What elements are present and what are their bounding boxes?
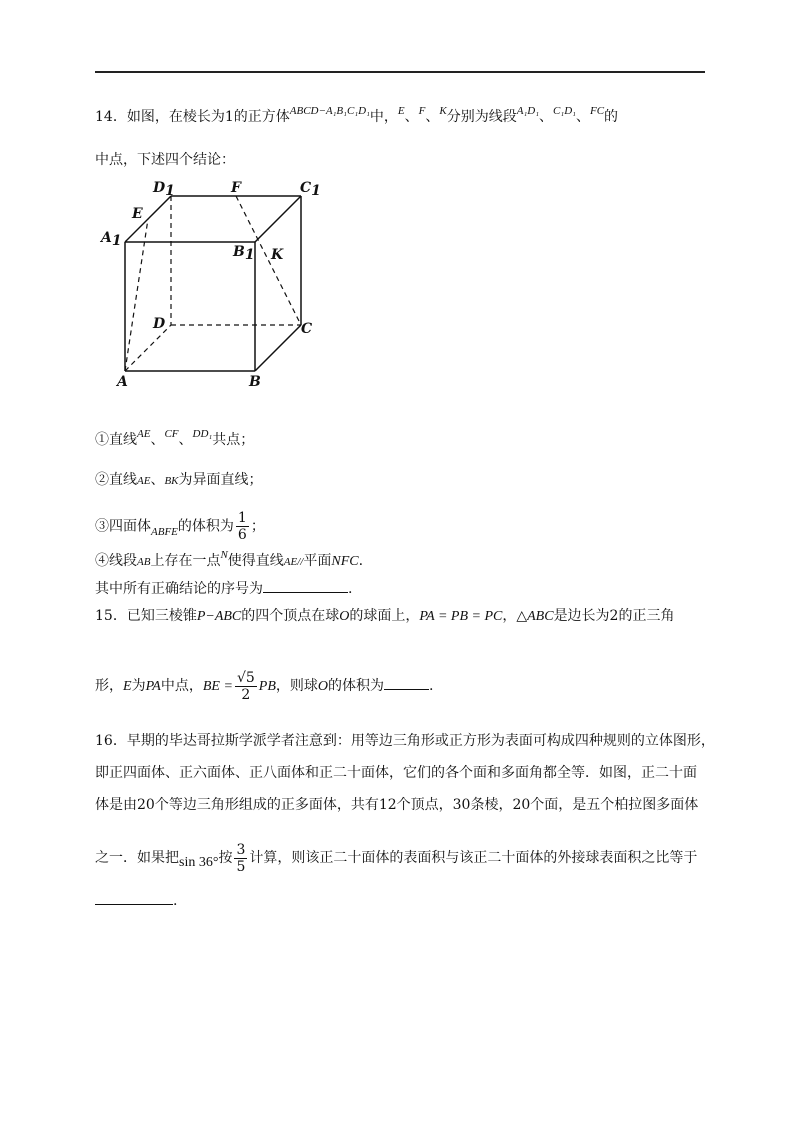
denominator: 5 [236,858,246,875]
s3-mid: 的体积为 [177,518,234,535]
point-n: N [220,549,228,561]
segment-c1d1: C₁D₁ [553,105,576,117]
q15-t1: 已知三棱锥 [126,608,197,624]
label-e: E [132,206,143,222]
question-number: 14． [95,109,127,125]
question-text: 其中所有正确结论的序号为 [95,581,263,597]
s1-suffix: 共点； [212,432,255,448]
q15-t5: 是边长为2的正三角 [553,608,675,624]
equation-pa-pb-pc: PA = PB = PC [419,609,503,624]
numerator: √5 [236,669,255,686]
label-b: B [249,374,261,390]
fraction-one-sixth [236,510,249,543]
segment-pa: PA [145,679,161,694]
statement-4 [95,551,363,572]
q14-mid: 中， [369,109,398,125]
q15-l2a: 形， [95,678,123,694]
numerator: 1 [237,510,247,526]
q16-l4b: 按 [218,850,233,866]
s3-suffix: ； [250,518,265,535]
line-ae: AE [283,556,298,568]
sep: 、 [404,109,419,125]
q14-seg-text: 分别为线段 [446,109,517,125]
segment-fc: FC [589,105,605,117]
edge-bc [255,325,301,371]
s4-prefix: ④线段 [95,553,137,569]
question-number: 15． [95,608,127,624]
q16-l4a: 之一．如果把 [95,850,179,866]
header-rule [95,71,705,73]
segment-ab: AB [137,556,151,568]
answer-blank[interactable] [95,890,173,905]
fraction-three-fifths [234,842,247,875]
sep: 、 [575,109,590,125]
segment-a1d1: A₁D₁ [516,105,540,117]
label-c: C [301,321,313,337]
tetrahedron-abfe: ABFE [151,525,178,538]
segment-pb: PB [258,679,276,694]
q15-line2 [95,666,433,706]
statement-1 [95,430,254,451]
s4-mid2: 使得直线 [227,553,284,569]
s3-prefix: ③四面体 [95,518,151,535]
line-bk: BK [164,475,179,487]
question-number: 16． [95,733,127,749]
s4-mid1: 上存在一点 [150,553,221,569]
q15-t4: ， [502,608,517,624]
label-k: K [271,247,284,263]
cube-figure [95,176,335,391]
q16-l4c: 计算，则该正二十面体的表面积与该正二十面体的外接球表面积之比等于 [249,850,698,866]
q15-l2c: 中点， [160,678,203,694]
point-e: E [397,105,405,117]
q14-line1 [95,107,618,128]
q15-t3: 的球面上， [349,608,420,624]
parallel-symbol: // [297,556,304,568]
q-end: . [173,893,178,909]
q-end: . [348,581,353,597]
fraction-sqrt5-over-2 [235,670,257,703]
be-equals: BE = [202,679,233,694]
answer-blank[interactable] [263,578,348,593]
sin-36: sin 36° [179,855,219,870]
sphere-o: O [317,679,328,694]
answer-blank[interactable] [384,675,429,690]
q15-t2: 的四个顶点在球 [241,608,340,624]
numerator: 3 [236,841,246,858]
denominator: 2 [241,686,251,703]
q16-line1 [95,731,715,751]
q14-end: 的 [604,109,619,125]
label-c1: C1 [300,180,321,199]
label-d1: D1 [153,180,175,199]
s2-suffix: 为异面直线； [178,472,263,488]
edge-b1c1 [255,196,301,242]
pyramid-pabc: P−ABC [196,609,242,624]
sep: 、 [150,432,165,448]
q16-text-1: 早期的毕达哥拉斯学派学者注意到：用等边三角形或正方形为表面可构成四种规则的立体图形， [126,733,715,749]
plane-nfc: NFC [331,554,359,569]
cube-name: ABCD−A₁B₁C₁D₁ [289,105,370,117]
statement-2 [95,470,263,491]
line-ae: AE [137,428,151,440]
line-ae: AE [137,475,151,487]
label-d: D [153,316,166,332]
denominator: 6 [237,527,247,543]
point-e: E [123,679,132,694]
q14-line2: 中点，下述四个结论： [95,152,235,168]
q16-line2: 即正四面体、正六面体、正八面体和正二十面体，它们的各个面和多面角都全等．如图，正二十面 [95,765,697,781]
s4-suffix: . [358,553,364,569]
q14-question [95,578,352,599]
s2-prefix: ②直线 [95,472,137,488]
sphere-o: O [339,609,350,624]
label-f: F [231,180,241,196]
q16-line3: 体是由20个等边三角形组成的正多面体，共有12个顶点，30条棱，20个面，是五个柏拉图多面体 [95,797,699,813]
label-a: A [117,374,128,390]
q-end: . [429,678,434,694]
q15-l2b: 为 [131,678,146,694]
s1-prefix: ①直线 [95,432,137,448]
sep: 、 [150,472,165,488]
s4-mid3: 平面 [303,553,332,569]
q15-line1 [95,606,674,627]
point-k: K [439,105,447,117]
label-a1: A1 [101,230,122,249]
line-cf: CF [164,428,179,440]
triangle-abc: △ABC [516,609,554,624]
q15-l2e: 的体积为 [328,678,384,694]
sep: 、 [425,109,440,125]
q16-line4 [95,838,697,878]
statement-3 [95,510,265,543]
q16-answer-line [95,890,177,911]
label-b1: B1 [233,244,255,263]
point-f: F [418,105,426,117]
sep: 、 [178,432,193,448]
q15-l2d: ，则球 [275,678,318,694]
line-dd1: DD₁ [192,428,213,440]
q14-intro: 如图，在棱长为1的正方体 [126,109,290,125]
sep: 、 [539,109,554,125]
